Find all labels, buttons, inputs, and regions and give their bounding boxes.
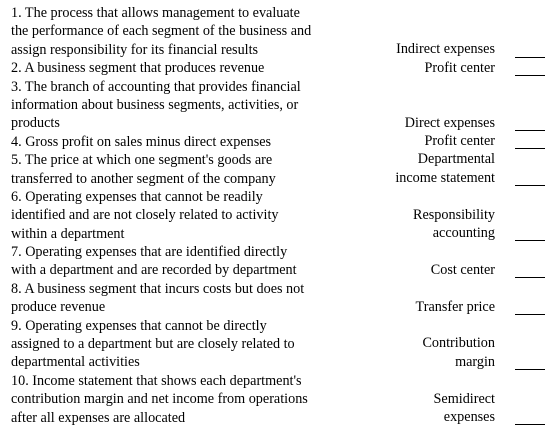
term-label: Semidirect (433, 391, 495, 407)
definition-line: 4. Gross profit on sales minus direct expenses (11, 133, 272, 150)
term-label: income statement (395, 170, 495, 186)
term-label: margin (455, 354, 495, 370)
definition-line: the performance of each segment of the business and (11, 23, 312, 40)
definition-line: information about business segments, activities, or (11, 96, 299, 113)
definition-line: 5. The price at which one segment's goods are (11, 152, 273, 169)
definition-line: assigned to a department but are closely related to (11, 336, 295, 353)
term-label: Transfer price (415, 299, 495, 315)
answer-blank[interactable] (515, 148, 545, 149)
answer-blank[interactable] (515, 424, 545, 425)
answer-blank[interactable] (515, 57, 545, 58)
term-label: Profit center (424, 133, 495, 149)
answer-blank[interactable] (515, 185, 545, 186)
definition-line: after all expenses are allocated (11, 409, 186, 426)
term-label: Departmental (417, 151, 495, 167)
definition-line: within a department (11, 225, 125, 242)
definition-line: identified and are not closely related to activity (11, 207, 279, 224)
definition-line: 7. Operating expenses that are identified directly (11, 244, 288, 261)
definition-line: 1. The process that allows management to evaluate (11, 5, 300, 21)
term-label: expenses (443, 409, 495, 425)
definition-line: 8. A business segment that incurs costs but does not (11, 280, 305, 297)
definition-line: products (11, 115, 60, 132)
term-label: Cost center (430, 262, 495, 278)
term-label: Responsibility (413, 207, 495, 223)
definition-line: 3. The branch of accounting that provides financial (11, 78, 301, 95)
definition-line: contribution margin and net income from operations (11, 391, 308, 408)
definition-line: departmental activities (11, 354, 140, 371)
answer-blank[interactable] (515, 314, 545, 315)
definition-line: 9. Operating expenses that cannot be directly (11, 317, 267, 334)
answer-blank[interactable] (515, 277, 545, 278)
definition-line: 10. Income statement that shows each department's (11, 372, 302, 389)
term-label: Direct expenses (404, 115, 495, 131)
definition-line: with a department and are recorded by department (11, 262, 297, 279)
term-label: Contribution (422, 335, 495, 351)
term-label: Profit center (424, 60, 495, 76)
answer-blank[interactable] (515, 130, 545, 131)
definition-line: 6. Operating expenses that cannot be readily (11, 188, 263, 205)
answer-blank[interactable] (515, 75, 545, 76)
definition-line: produce revenue (11, 299, 106, 316)
definition-line: 2. A business segment that produces revenue (11, 60, 265, 77)
answer-blank[interactable] (515, 240, 545, 241)
answer-blank[interactable] (515, 369, 545, 370)
definition-line: transferred to another segment of the company (11, 170, 276, 187)
term-label: accounting (432, 225, 495, 241)
term-label: Indirect expenses (396, 41, 495, 57)
definition-line: assign responsibility for its financial results (11, 41, 259, 58)
